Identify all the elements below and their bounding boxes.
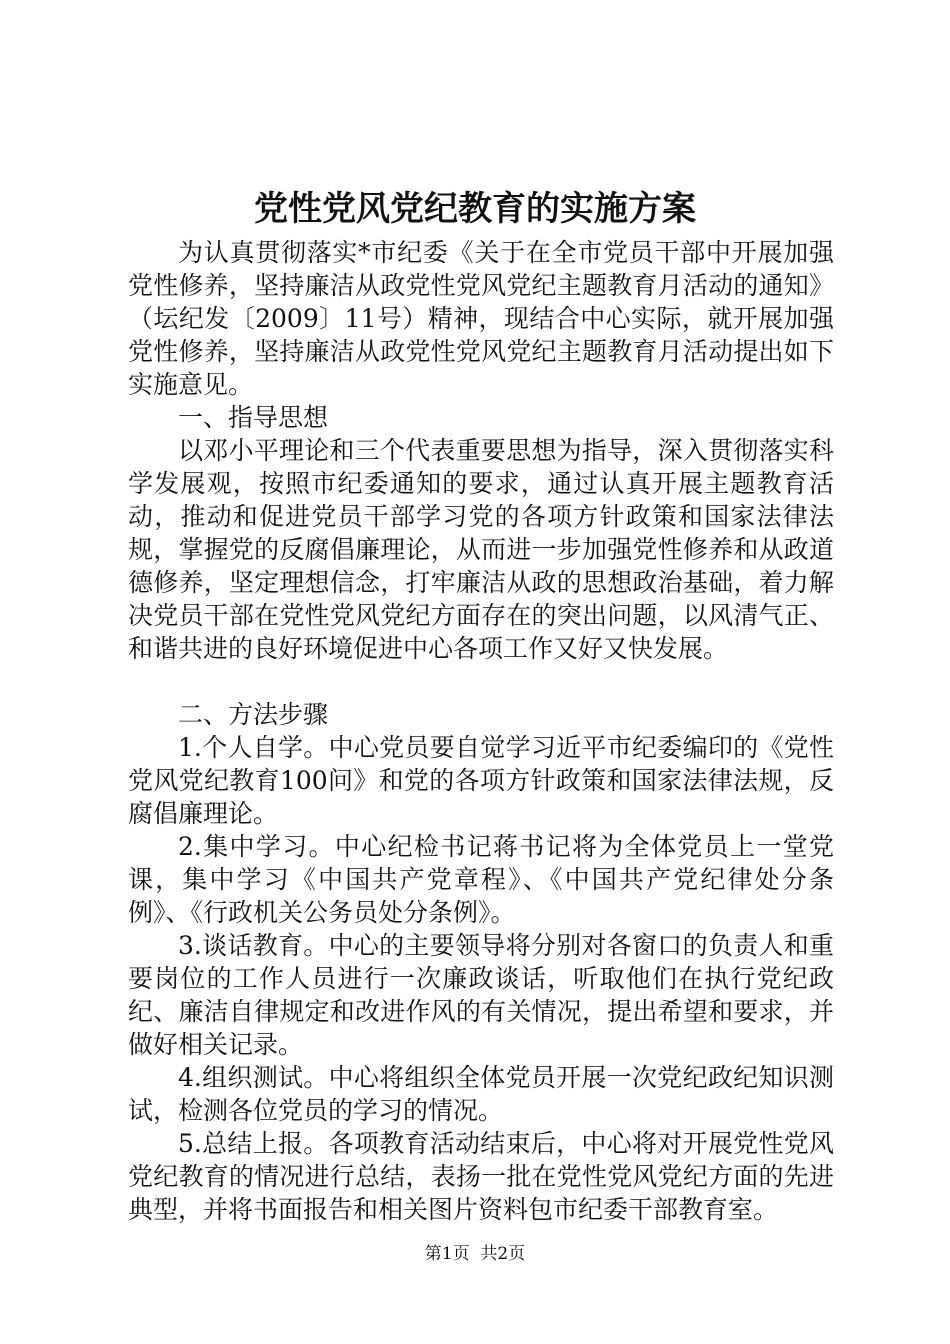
section-heading-steps: 二、方法步骤 bbox=[178, 700, 329, 729]
guiding-thought-paragraph: 以邓小平理论和三个代表重要思想为指导，深入贯彻落实科学发展观，按照市纪委通知的要求，通过认真开展主题教育活动，推动和促进党员干部学习党的各项方针政策和国家法律法规，掌握党的反腐倡廉理论，从而进一步加强党性修养和从政道德修养，坚定理想信念，打牢廉洁从政的思想政治基础，着力解决党员干部在党性党风党纪方面存在的突出问题，以风清气正、和谐共进的良好环境促进中心各项工作又好又快发展。 bbox=[128, 436, 834, 663]
step-item-group-study: 2.集中学习。中心纪检书记蒋书记将为全体党员上一堂党课，集中学习《中国共产党章程》、《中国共产党纪律处分条例》、《行政机关公务员处分条例》。 bbox=[128, 832, 834, 927]
document-title: 党性党风党纪教育的实施方案 bbox=[254, 189, 696, 229]
footer-spacer bbox=[470, 1244, 481, 1264]
page-footer bbox=[0, 1242, 950, 1266]
step-item-self-study: 1.个人自学。中心党员要自觉学习近平市纪委编印的《党性党风党纪教育100问》和党的各项方针政策和国家法律法规，反腐倡廉理论。 bbox=[128, 733, 834, 828]
paragraph-gap bbox=[128, 665, 834, 698]
section-heading-guiding-thought: 一、指导思想 bbox=[178, 403, 329, 432]
page-number-total: 共2页 bbox=[480, 1244, 526, 1264]
step-item-test: 4.组织测试。中心将组织全体党员开展一次党纪政纪知识测试，检测各位党员的学习的情况。 bbox=[128, 1063, 834, 1125]
document-body bbox=[128, 236, 834, 1226]
page-number-current: 第1页 bbox=[424, 1244, 470, 1264]
step-item-talk-education: 3.谈话教育。中心的主要领导将分别对各窗口的负责人和重要岗位的工作人员进行一次廉政谈话，听取他们在执行党纪政纪、廉洁自律规定和改进作风的有关情况，提出希望和要求，并做好相关记录。 bbox=[128, 931, 834, 1059]
step-item-summary-report: 5.总结上报。各项教育活动结束后，中心将对开展党性党风党纪教育的情况进行总结，表扬一批在党性党风党纪方面的先进典型，并将书面报告和相关图片资料包市纪委干部教育室。 bbox=[128, 1129, 834, 1224]
intro-paragraph: 为认真贯彻落实*市纪委《关于在全市党员干部中开展加强党性修养，坚持廉洁从政党性党风党纪主题教育月活动的通知》（坛纪发〔2009〕11号）精神，现结合中心实际，就开展加强党性修养，坚持廉洁从政党性党风党纪主题教育月活动提出如下实施意见。 bbox=[128, 238, 834, 399]
